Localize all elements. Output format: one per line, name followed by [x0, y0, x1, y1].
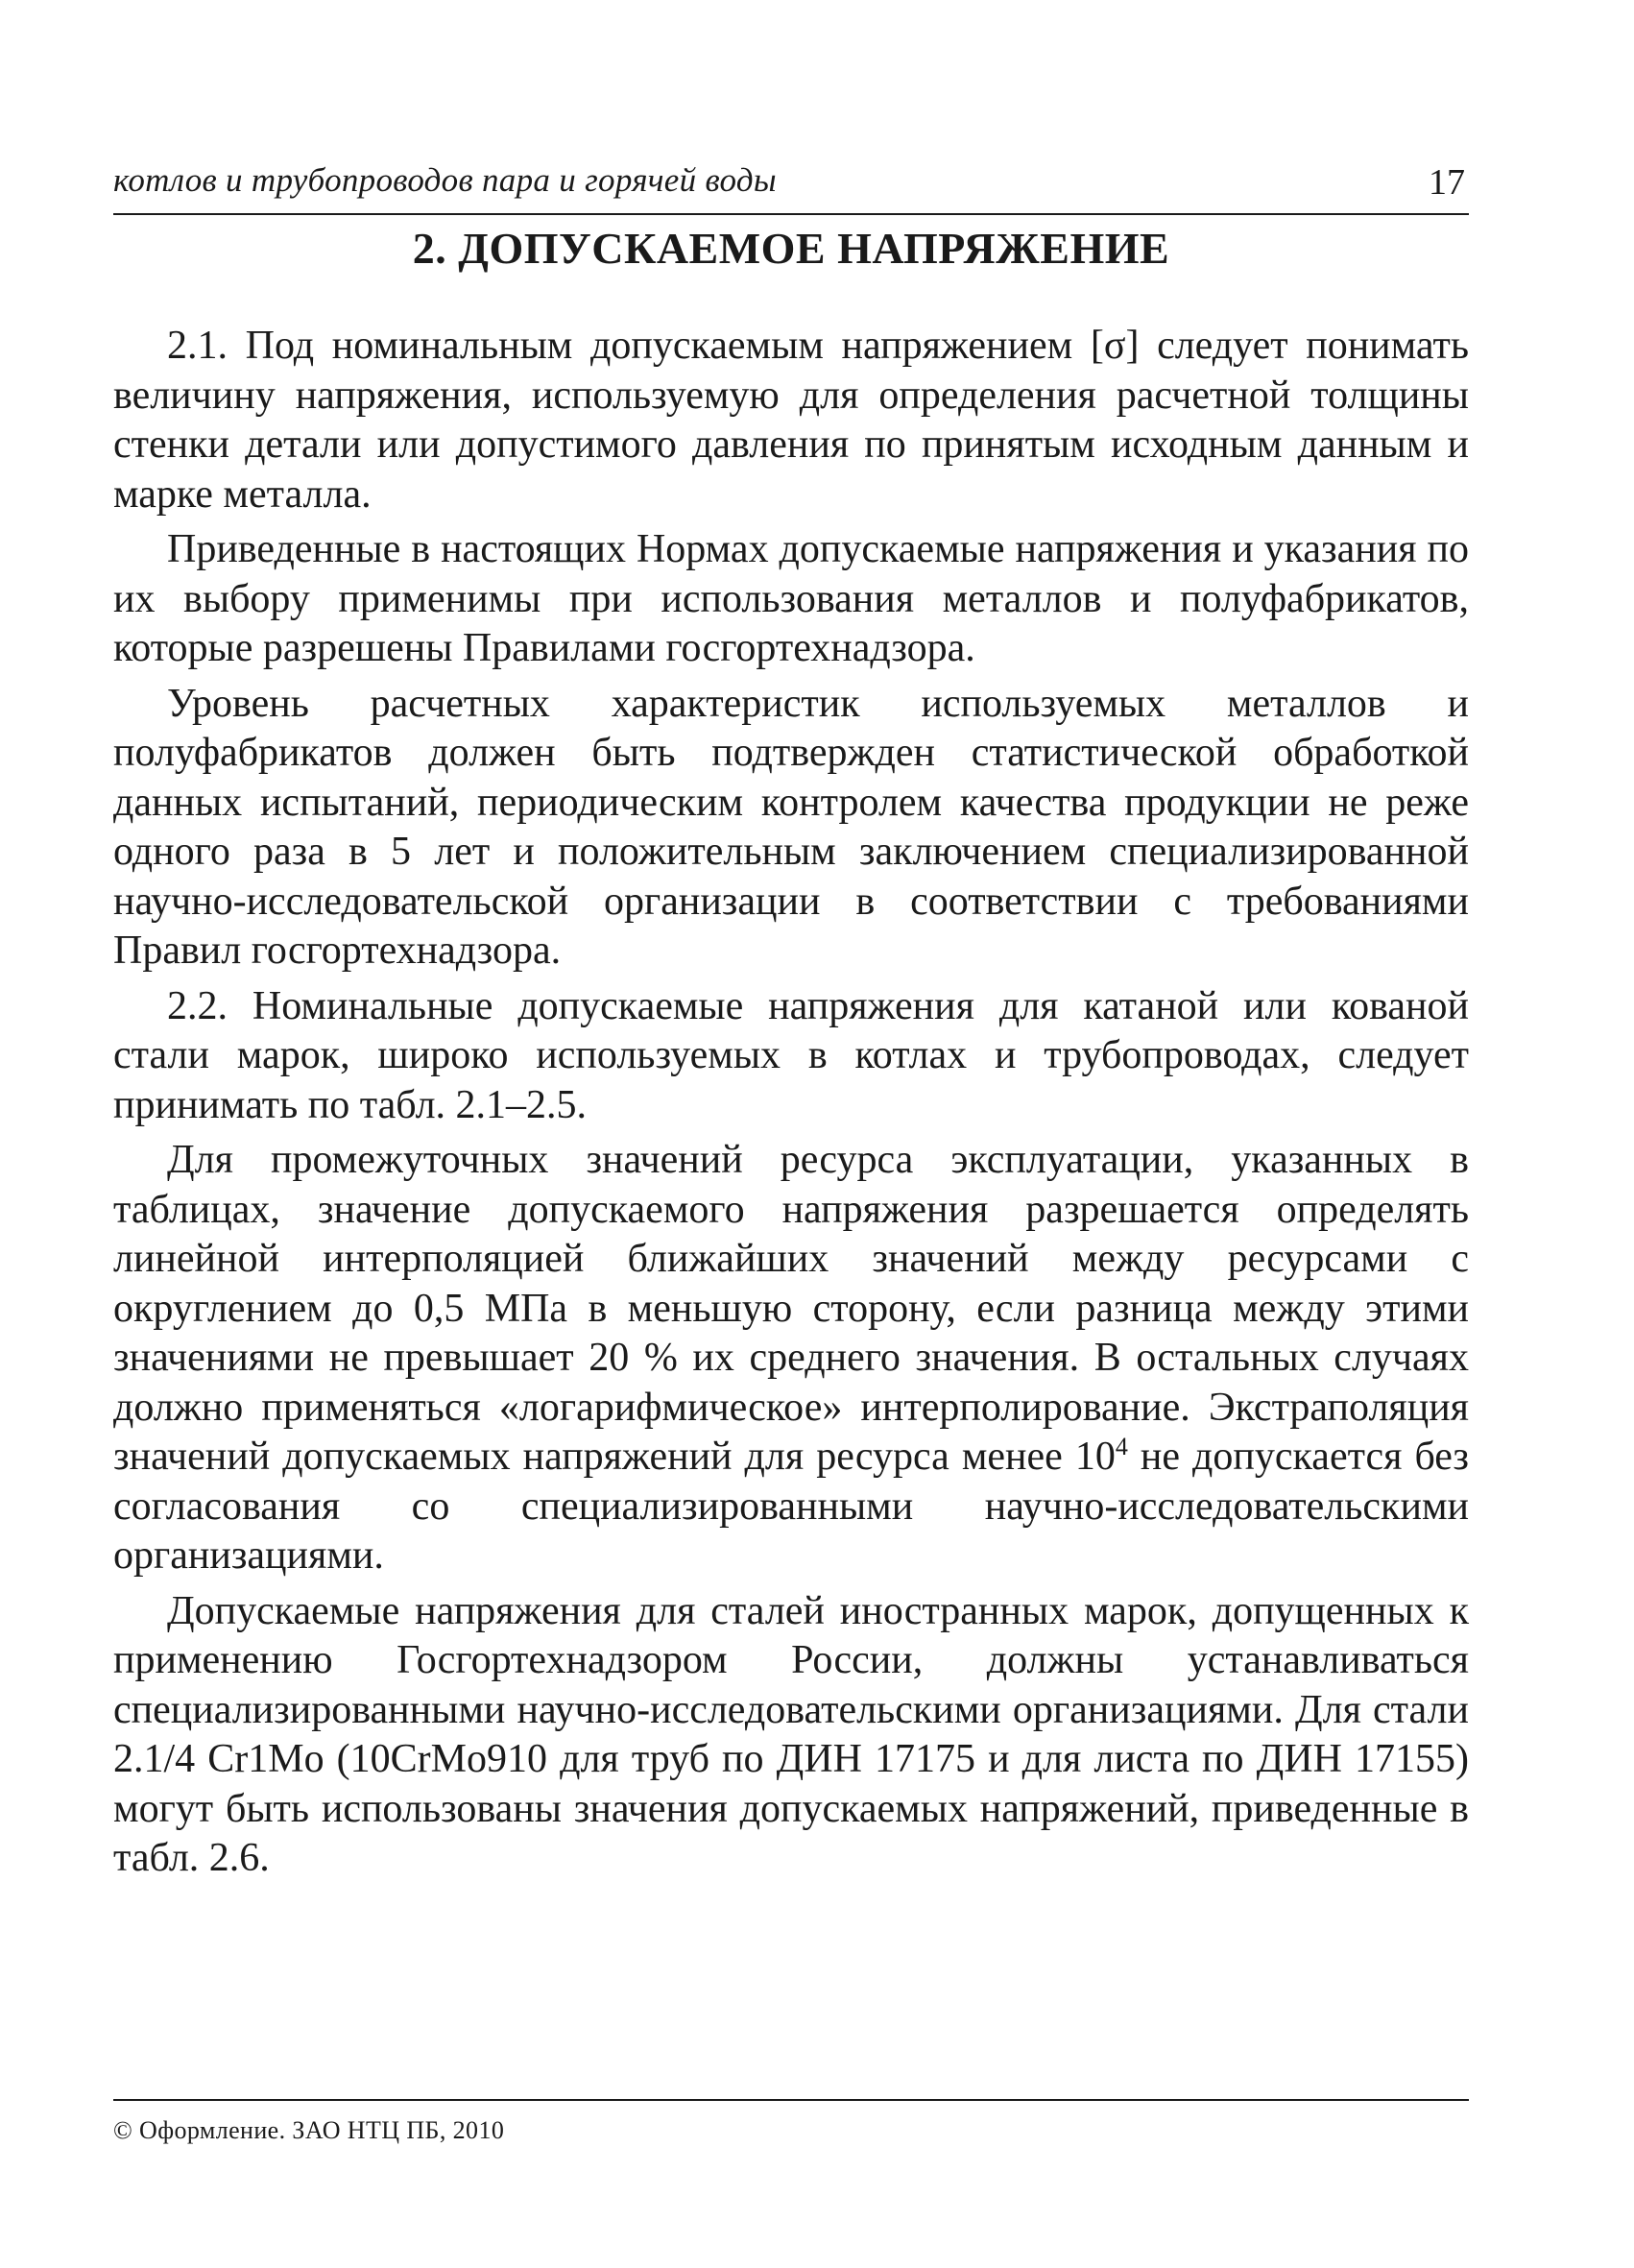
- body-text: [113, 322, 1469, 1890]
- running-header: [113, 156, 1469, 215]
- paragraph-2-2: 2.2. Номинальные допускаемые напряжения для катаной или кованой стали марок, широко используемых в котлах и трубопроводах, следует принимать по табл. 2.1–2.5.: [113, 983, 1469, 1127]
- exponent-superscript: 4: [1115, 1433, 1128, 1460]
- paragraph-applicability: Приведенные в настоящих Нормах допускаемые напряжения и указания по их выбору применимы при использования металлов и полуфабрикатов, которые разрешены Правилами госгортехнадзора.: [113, 527, 1469, 670]
- interpolation-text-end: не допускается без согласования со специализированными научно-исследовательскими организациями.: [113, 1435, 1470, 1578]
- running-title: котлов и трубопроводов пара и горячей воды: [113, 161, 777, 199]
- page-number: 17: [1429, 162, 1465, 203]
- paragraph-interpolation: [113, 1136, 1469, 1581]
- chapter-heading: 2. ДОПУСКАЕМОЕ НАПРЯЖЕНИЕ: [412, 224, 1170, 273]
- paragraph-design-characteristics: Уровень расчетных характеристик используемых металлов и полуфабрикатов должен быть подтвержден статистической обработкой данных испытаний, периодическим контролем качества продукции не реже одного раза в 5 лет и положительным заключением специализированной научно-исследовательской организации в соответствии с требованиями Правил госгортехнадзора.: [113, 681, 1469, 973]
- interpolation-text-start: Для промежуточных значений ресурса эксплуатации, указанных в таблицах, значение допускаемого напряжения разрешается определять линейной интерполяцией ближайших значений между ресурсами с округлением до 0,5 МПа в меньшую сторону, если разница между этими значениями не превышает 20 % их среднего значения. В остальных случаях должно применяться «логарифмическое» интерполирование. Экстраполяция значений допускаемых напряжений для ресурса менее 10: [113, 1138, 1469, 1479]
- paragraph-foreign-steels: Допускаемые напряжения для сталей иностранных марок, допущенных к применению Госгортехнадзором России, должны устанавливаться специализированными научно-исследовательскими организациями. Для стали 2.1/4 Cr1Mo (10CrMo910 для труб по ДИН 17175 и для листа по ДИН 17155) могут быть использованы значения допускаемых напряжений, приведенные в табл. 2.6.: [113, 1588, 1469, 1880]
- footer-copyright: © Оформление. ЗАО НТЦ ПБ, 2010: [113, 2116, 505, 2144]
- paragraph-2-1: 2.1. Под номинальным допускаемым напряжением [σ] следует понимать величину напряжения, используемую для определения расчетной толщины стенки детали или допустимого давления по принятым исходным данным и марке металла.: [113, 324, 1469, 517]
- footer-rule: [113, 2099, 1469, 2101]
